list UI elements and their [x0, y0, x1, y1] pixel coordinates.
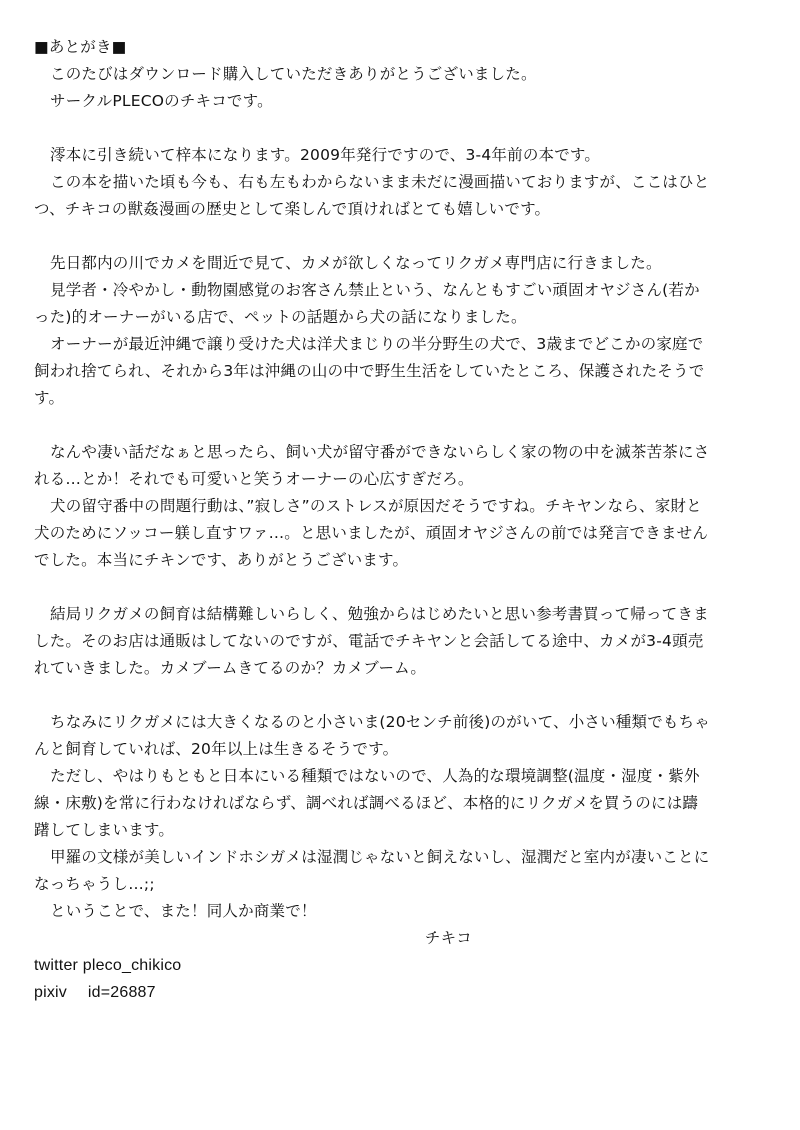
text-line: 犬の留守番中の問題行動は、”寂しさ”のストレスが原因だそうですね。チキヤンなら、家財と [50, 497, 702, 515]
text-line: つ、チキコの獣姦漫画の歴史として楽しんで頂ければとても嬉しいです。 [34, 200, 551, 218]
text-line: 甲羅の文様が美しいインドホシガメは湿潤じゃないと飼えないし、湿潤だと室内が凄いことに [50, 848, 710, 866]
text-line: んと飼育していれば、20年以上は生きるそうです。 [34, 740, 399, 758]
text-line: ちなみにリクガメには大きくなるのと小さいま(20センチ前後)のがいて、小さい種類でもちゃ [50, 713, 711, 731]
page-heading: ■あとがき■ [34, 38, 127, 56]
text-line: 先日都内の川でカメを間近で見て、カメが欲しくなってリクガメ専門店に行きました。 [50, 254, 662, 272]
paragraph-5 [34, 601, 772, 682]
paragraph-3 [34, 250, 772, 412]
text-line: れていきました。カメブームきてるのか？カメブーム。 [34, 659, 427, 677]
paragraph-4 [34, 439, 772, 574]
pixiv-id: pixiv id=26887 [34, 984, 156, 1001]
text-line: れる…とか！それでも可愛いと笑うオーナーの心広すぎだろ。 [34, 470, 474, 488]
author-signature: チキコ [424, 929, 472, 947]
text-line: 躇してしまいます。 [34, 821, 175, 839]
text-line: この本を描いた頃も今も、右も左もわからないまま未だに漫画描いておりますが、ここはひと [50, 173, 710, 191]
text-line: サークルPLECOのチキコです。 [50, 92, 273, 110]
text-line: 線・床敷)を常に行わなければならず、調べれば調べるほど、本格的にリクガメを買うのには躊 [34, 794, 699, 812]
text-line: なんや凄い話だなぁと思ったら、飼い犬が留守番ができないらしく家の物の中を滅茶苦茶にさ [50, 443, 710, 461]
text-line: 澪本に引き続いて梓本になります。2009年発行ですので、3-4年前の本です。 [50, 146, 601, 164]
text-line: した。そのお店は通販はしてないのですが、電話でチキヤンと会話してる途中、カメが3-4頭売 [34, 632, 704, 650]
paragraph-1 [34, 61, 772, 115]
text-line: でした。本当にチキンです、ありがとうございます。 [34, 551, 409, 569]
text-line: 結局リクガメの飼育は結構難しいらしく、勉強からはじめたいと思い参考書買って帰ってきま [50, 605, 709, 623]
text-line: 犬のためにソッコー躾し直すワァ…。と思いましたが、頑固オヤジさんの前では発言できません [34, 524, 709, 542]
text-line: す。 [34, 389, 65, 407]
text-line: オーナーが最近沖縄で譲り受けた犬は洋犬まじりの半分野生の犬で、3歳までどこかの家庭で [50, 335, 704, 353]
text-line: った)的オーナーがいる店で、ペットの話題から犬の話になりました。 [34, 308, 527, 326]
text-line: このたびはダウンロード購入していただきありがとうございました。 [50, 65, 537, 83]
text-line: 見学者・冷やかし・動物園感覚のお客さん禁止という、なんともすごい頑固オヤジさん(若か [50, 281, 700, 299]
text-line: ということで、また！同人か商業で！ [50, 902, 317, 920]
paragraph-6 [34, 709, 772, 925]
text-line: ただし、やはりもともと日本にいる種類ではないので、人為的な環境調整(温度・湿度・紫外 [50, 767, 700, 785]
text-line: 飼われ捨てられ、それから3年は沖縄の山の中で野生生活をしていたところ、保護されたそうで [34, 362, 705, 380]
text-line: なっちゃうし…;; [34, 875, 155, 893]
twitter-handle: twitter pleco_chikico [34, 957, 182, 974]
paragraph-2 [34, 142, 772, 223]
